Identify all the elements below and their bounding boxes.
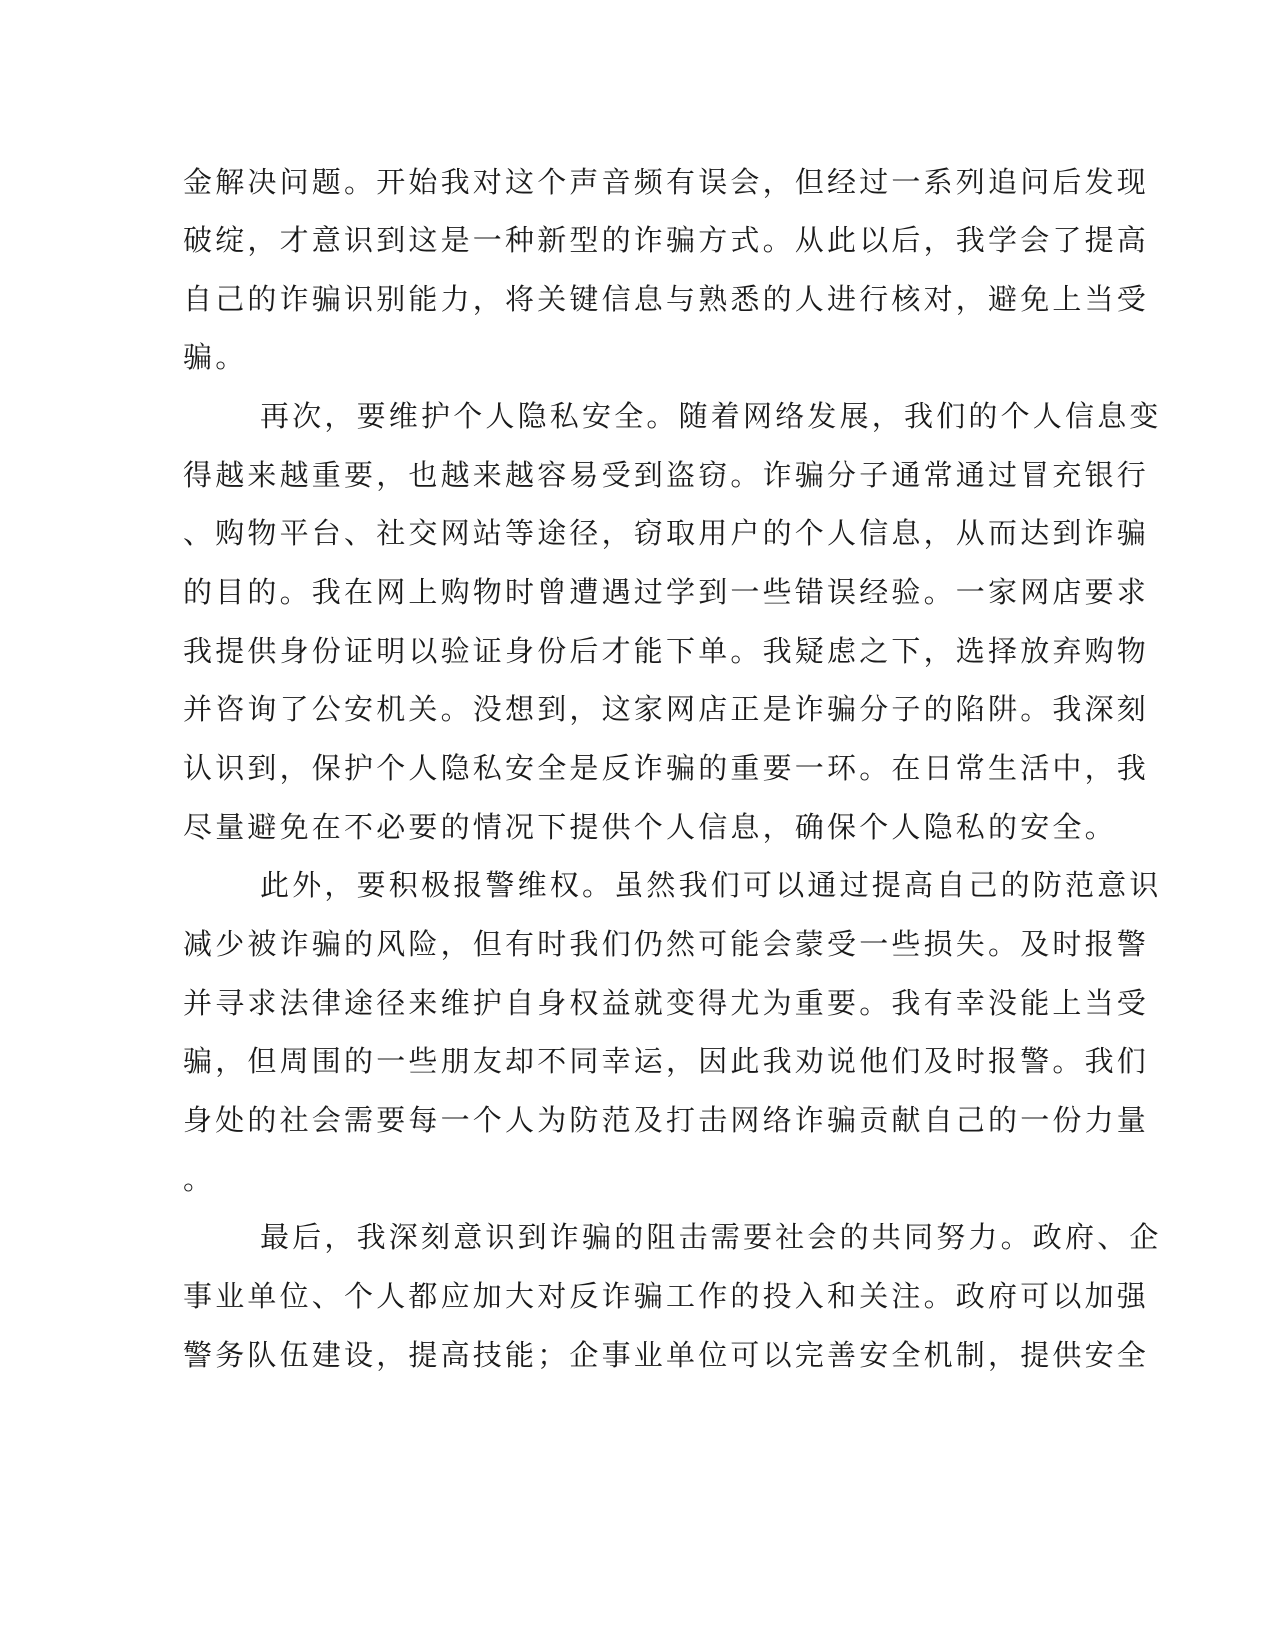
- text-line: 骗，但周围的一些朋友却不同幸运，因此我劝说他们及时报警。我们: [183, 1044, 1150, 1078]
- text-line: 骗。: [183, 340, 248, 374]
- text-line: 并寻求法律途径来维护自身权益就变得尤为重要。我有幸没能上当受: [183, 986, 1150, 1020]
- text-line: 减少被诈骗的风险，但有时我们仍然可能会蒙受一些损失。及时报警: [183, 927, 1150, 961]
- text-line: 、购物平台、社交网站等途径，窃取用户的个人信息，从而达到诈骗: [183, 516, 1150, 550]
- text-line: 得越来越重要，也越来越容易受到盗窃。诈骗分子通常通过冒充银行: [183, 458, 1150, 492]
- text-line: 尽量避免在不必要的情况下提供个人信息，确保个人隐私的安全。: [183, 810, 1117, 844]
- text-line: 我提供身份证明以验证身份后才能下单。我疑虑之下，选择放弃购物: [183, 634, 1150, 668]
- text-line: 认识到，保护个人隐私安全是反诈骗的重要一环。在日常生活中，我: [183, 751, 1150, 785]
- text-line: 的目的。我在网上购物时曾遭遇过学到一些错误经验。一家网店要求: [183, 575, 1150, 609]
- text-line: 。: [183, 1162, 216, 1196]
- paragraph-first-line: 最后，我深刻意识到诈骗的阻击需要社会的共同努力。政府、企: [260, 1220, 1162, 1254]
- text-line: 身处的社会需要每一个人为防范及打击网络诈骗贡献自己的一份力量: [183, 1103, 1150, 1137]
- text-line: 警务队伍建设，提高技能；企事业单位可以完善安全机制，提供安全: [183, 1338, 1150, 1372]
- paragraph-first-line: 再次，要维护个人隐私安全。随着网络发展，我们的个人信息变: [260, 399, 1162, 433]
- text-line: 自己的诈骗识别能力，将关键信息与熟悉的人进行核对，避免上当受: [183, 282, 1150, 316]
- text-line: 破绽，才意识到这是一种新型的诈骗方式。从此以后，我学会了提高: [183, 223, 1150, 257]
- text-line: 事业单位、个人都应加大对反诈骗工作的投入和关注。政府可以加强: [183, 1279, 1150, 1313]
- text-line: 并咨询了公安机关。没想到，这家网店正是诈骗分子的陷阱。我深刻: [183, 692, 1150, 726]
- text-line: 金解决问题。开始我对这个声音频有误会，但经过一系列追问后发现: [183, 165, 1150, 199]
- paragraph-first-line: 此外，要积极报警维权。虽然我们可以通过提高自己的防范意识: [260, 868, 1162, 902]
